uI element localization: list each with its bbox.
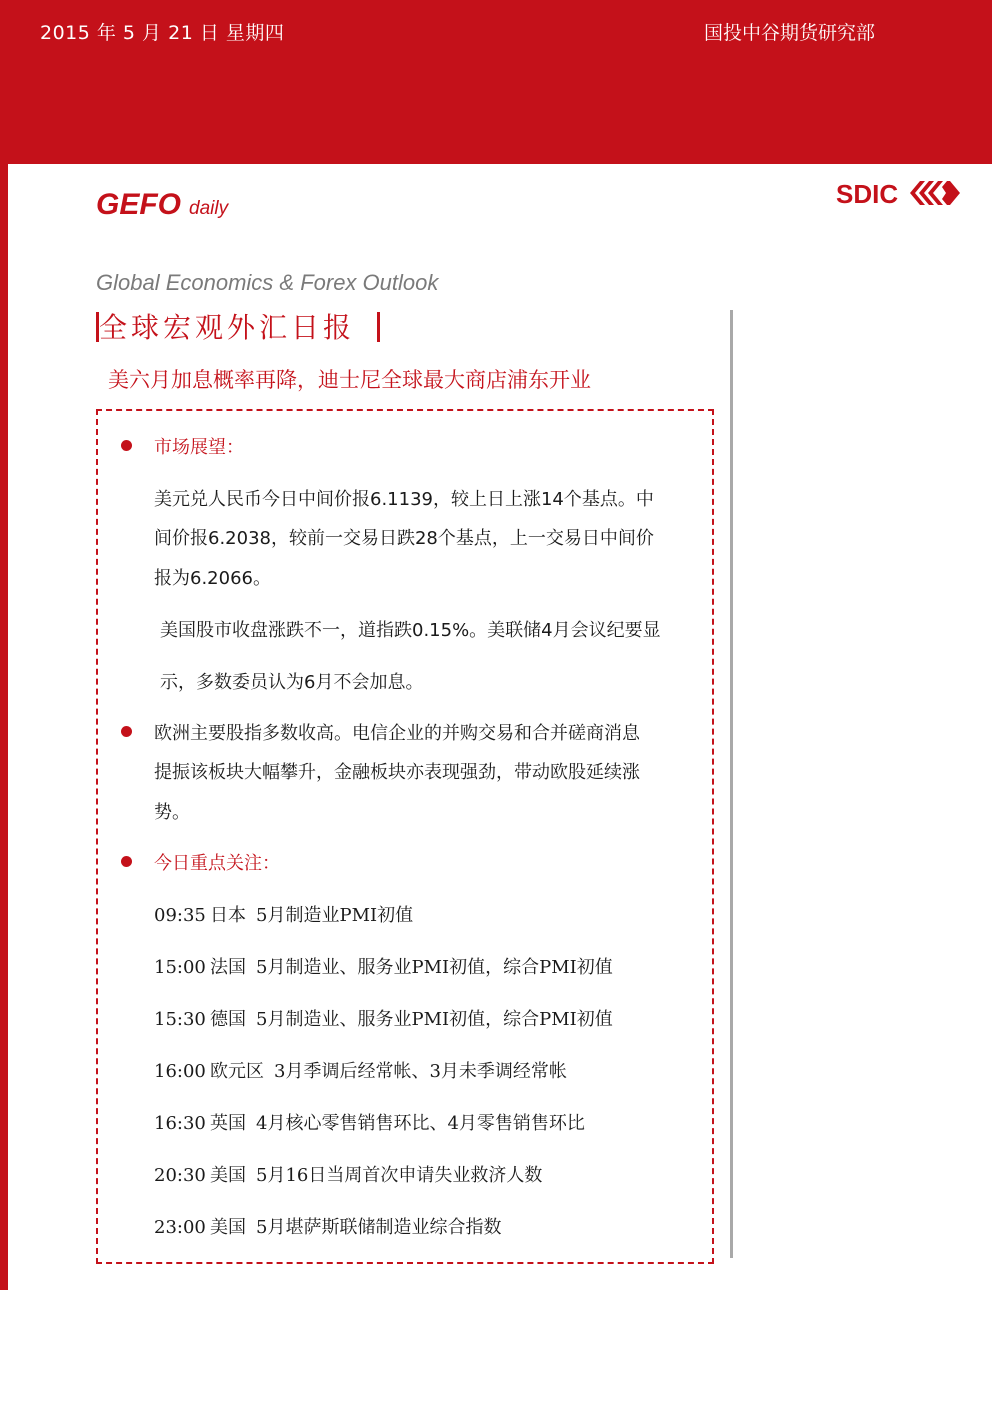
focus-heading: 今日重点关注： bbox=[154, 853, 280, 874]
sdic-text: SDIC bbox=[836, 179, 899, 209]
schedule-event: 3月季调后经常帐、3月未季调经常帐 bbox=[274, 1061, 567, 1082]
gefo-logo bbox=[96, 188, 228, 222]
schedule-event: 5月堪萨斯联储制造业综合指数 bbox=[256, 1217, 502, 1238]
sdic-logo bbox=[836, 176, 962, 214]
schedule-time: 23:00 bbox=[154, 1217, 206, 1238]
schedule-country: 美国 bbox=[210, 1217, 246, 1238]
schedule-time: 09:35 bbox=[154, 905, 206, 926]
schedule-time: 15:30 bbox=[154, 1009, 206, 1030]
schedule-row bbox=[154, 1109, 585, 1135]
schedule-row bbox=[154, 1161, 542, 1187]
schedule-country: 日本 bbox=[210, 905, 246, 926]
schedule-time: 20:30 bbox=[154, 1165, 206, 1186]
outlook-para1-line3: 报为6.2066。 bbox=[154, 568, 271, 589]
schedule-time: 16:00 bbox=[154, 1061, 206, 1082]
europe-line1: 欧洲主要股指多数收高。电信企业的并购交易和合并磋商消息 bbox=[154, 723, 640, 744]
schedule-event: 5月制造业、服务业PMI初值，综合PMI初值 bbox=[256, 957, 613, 978]
header-band bbox=[0, 0, 992, 164]
schedule-row bbox=[154, 953, 613, 979]
gefo-wordmark: GEFO bbox=[96, 188, 182, 221]
schedule-row bbox=[154, 1057, 567, 1083]
schedule-country: 德国 bbox=[210, 1009, 246, 1030]
subtitle-english: Global Economics & Forex Outlook bbox=[96, 270, 439, 295]
schedule-row bbox=[154, 901, 413, 927]
report-date: 2015 年 5 月 21 日 星期四 bbox=[40, 22, 285, 44]
organization-name: 国投中谷期货研究部 bbox=[704, 22, 876, 44]
bullet-europe bbox=[121, 726, 132, 737]
daily-wordmark: daily bbox=[189, 198, 229, 219]
bullet-focus bbox=[121, 856, 132, 867]
outlook-para2-line1: 美国股市收盘涨跌不一，道指跌0.15%。美联储4月会议纪要显 bbox=[160, 620, 661, 641]
sdic-logo-graphic bbox=[836, 176, 962, 210]
schedule-time: 15:00 bbox=[154, 957, 206, 978]
schedule-event: 5月制造业、服务业PMI初值，综合PMI初值 bbox=[256, 1009, 613, 1030]
report-title bbox=[96, 306, 380, 346]
vertical-divider bbox=[730, 310, 733, 1258]
outlook-para1-line2: 间价报6.2038，较前一交易日跌28个基点，上一交易日中间价 bbox=[154, 528, 654, 549]
schedule-country: 法国 bbox=[210, 957, 246, 978]
schedule-country: 美国 bbox=[210, 1165, 246, 1186]
title-bar-right bbox=[377, 312, 380, 342]
headline: 美六月加息概率再降，迪士尼全球最大商店浦东开业 bbox=[108, 368, 591, 392]
bullet-market-outlook bbox=[121, 440, 132, 451]
europe-line2: 提振该板块大幅攀升，金融板块亦表现强劲，带动欧股延续涨 bbox=[154, 762, 640, 783]
schedule-row bbox=[154, 1213, 501, 1239]
schedule-event: 5月制造业PMI初值 bbox=[256, 905, 414, 926]
schedule-country: 欧元区 bbox=[210, 1061, 264, 1082]
outlook-para2-line2: 示，多数委员认为6月不会加息。 bbox=[160, 672, 424, 693]
schedule-time: 16:30 bbox=[154, 1113, 206, 1134]
outlook-para1-line1: 美元兑人民币今日中间价报6.1139，较上日上涨14个基点。中 bbox=[154, 489, 654, 510]
market-outlook-heading: 市场展望： bbox=[154, 437, 244, 458]
europe-line3: 势。 bbox=[154, 802, 190, 823]
schedule-row bbox=[154, 1005, 613, 1031]
schedule-country: 英国 bbox=[210, 1113, 246, 1134]
schedule-event: 5月16日当周首次申请失业救济人数 bbox=[256, 1165, 543, 1186]
report-title-text: 全球宏观外汇日报 bbox=[99, 311, 356, 344]
schedule-event: 4月核心零售销售环比、4月零售销售环比 bbox=[256, 1113, 585, 1134]
left-accent-strip bbox=[0, 164, 8, 1290]
